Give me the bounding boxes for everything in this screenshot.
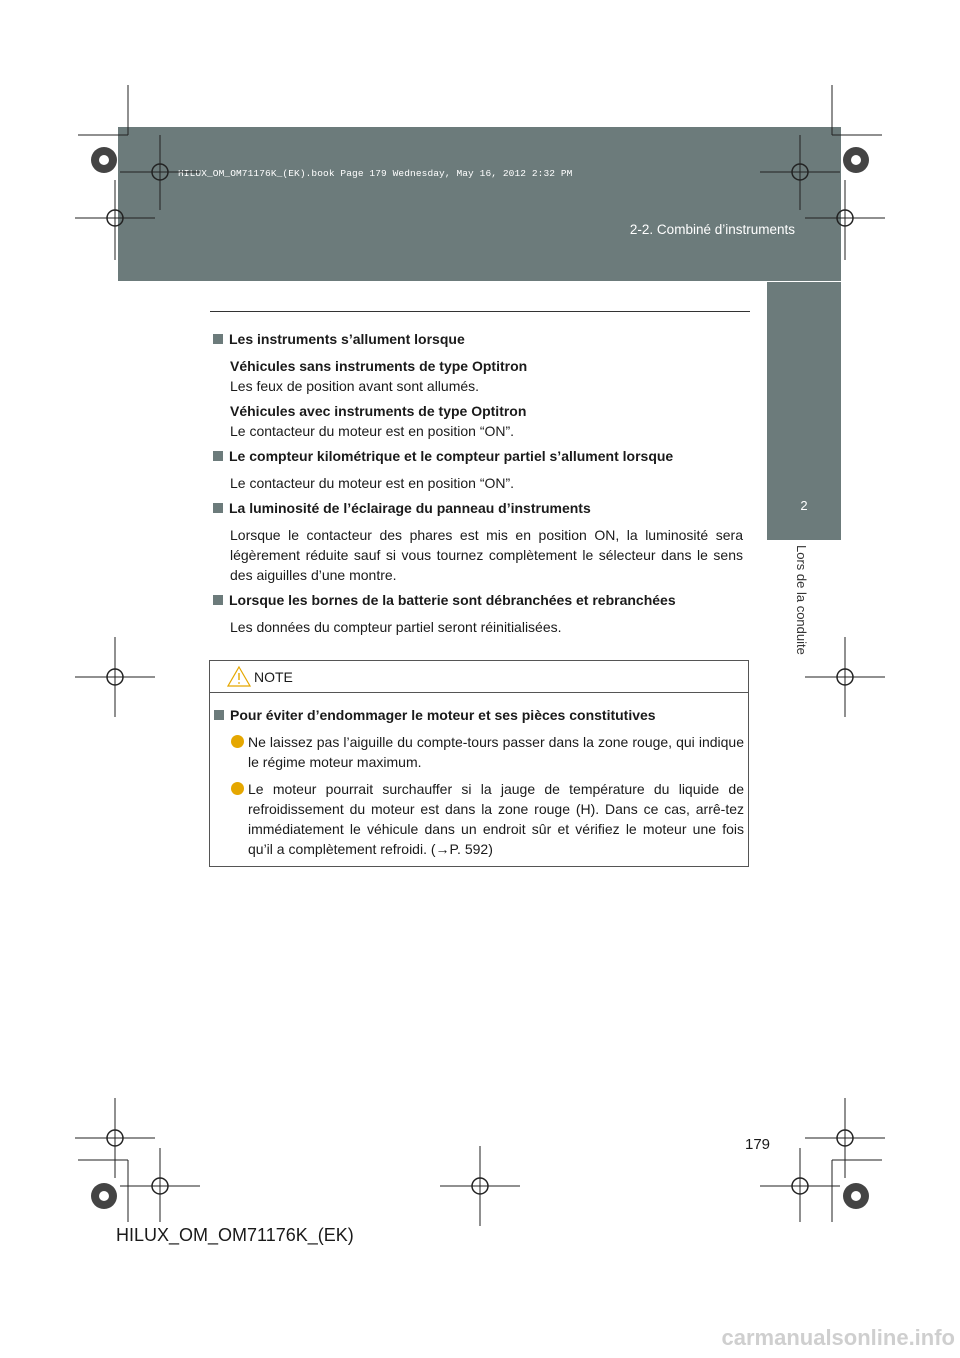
warning-triangle-icon — [227, 665, 251, 687]
dot-bullet-icon — [231, 735, 244, 748]
watermark: carmanualsonline.info — [721, 1325, 955, 1350]
page-number: 179 — [745, 1136, 771, 1153]
paragraph: Les feux de position avant sont allumés. — [230, 378, 480, 394]
section-title: 2-2. Combiné d’instruments — [629, 222, 795, 237]
note-bullet — [231, 779, 744, 859]
square-bullet-icon — [214, 710, 224, 720]
dot-bullet-icon — [231, 782, 244, 795]
square-bullet-icon — [213, 334, 223, 344]
paragraph: Le contacteur du moteur est en position “ON”. — [230, 423, 515, 439]
section-heading: Le compteur kilométrique et le compteur partiel s’allument lorsque — [213, 446, 743, 466]
file-info-line: HILUX_OM_OM71176K_(EK).book Page 179 Wednesday, May 16, 2012 2:32 PM — [178, 168, 573, 179]
note-title: NOTE — [254, 669, 293, 685]
note-bullet-text: Le moteur pourrait surchauffer si la jauge de température du liquide de refroidissement du moteur est dans la zone rouge (H). Dans ce cas, arrê-tez immédiatement le véhicule dans un endroit sûr et vérifiez le moteur une fois qu’il a complètement refroidi. (→P. 592) — [248, 781, 744, 857]
square-bullet-icon — [213, 595, 223, 605]
square-bullet-icon — [213, 451, 223, 461]
chapter-number: 2 — [800, 498, 808, 513]
paragraph: Lorsque le contacteur des phares est mis en position ON, la luminosité sera légèrement réduite sauf si vous tournez complètement le sélecteur dans le sens des aiguilles d’une montre. — [230, 527, 743, 583]
main-content — [213, 329, 743, 637]
section-heading: Lorsque les bornes de la batterie sont débranchées et rebranchées — [213, 590, 743, 610]
square-bullet-icon — [213, 503, 223, 513]
note-heading: Pour éviter d’endommager le moteur et ses pièces constitutives — [214, 705, 744, 725]
subheading: Véhicules sans instruments de type Optitron — [230, 358, 528, 374]
section-heading: Les instruments s’allument lorsque — [213, 329, 743, 349]
note-bullet-text: Ne laissez pas l’aiguille du compte-tours passer dans la zone rouge, qui indique le régime moteur maximum. — [248, 734, 744, 770]
paragraph: Les données du compteur partiel seront réinitialisées. — [230, 619, 562, 635]
paragraph: Le contacteur du moteur est en position “ON”. — [230, 475, 515, 491]
chapter-label: Lors de la conduite — [794, 545, 809, 655]
section-rule — [210, 311, 750, 312]
document-code: HILUX_OM_OM71176K_(EK) — [116, 1225, 354, 1245]
note-bullet — [231, 732, 744, 772]
section-heading: La luminosité de l’éclairage du panneau d’instruments — [213, 498, 743, 518]
subheading: Véhicules avec instruments de type Optitron — [230, 403, 527, 419]
note-header — [210, 661, 748, 693]
note-box — [209, 660, 749, 867]
note-body — [214, 705, 744, 859]
